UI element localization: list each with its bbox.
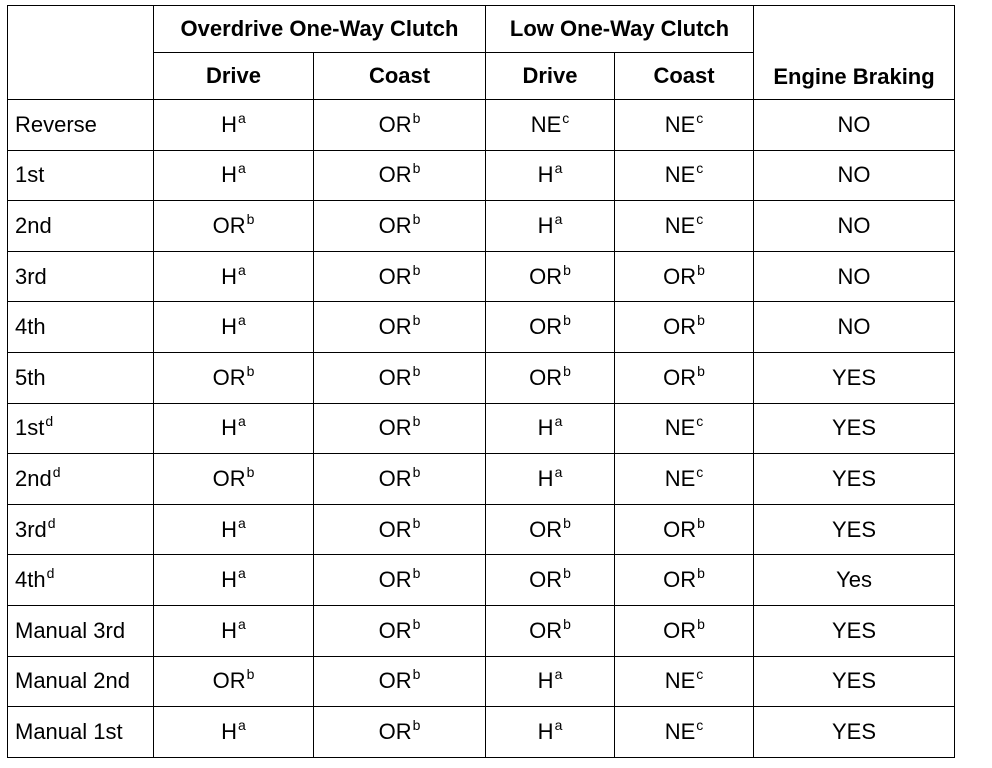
od-coast-cell-value: OR <box>378 567 412 593</box>
low-coast-cell-value: OR <box>663 314 697 340</box>
low-drive-cell <box>486 454 615 505</box>
od-coast-cell <box>314 150 486 201</box>
low-coast-cell-footnote: b <box>697 261 705 278</box>
row-label <box>8 201 154 252</box>
low-coast-cell <box>615 403 754 454</box>
engine-braking-cell-value: Yes <box>836 567 872 593</box>
od-coast-cell-footnote: b <box>412 210 421 227</box>
od-drive-cell-value: H <box>221 415 238 441</box>
od-drive-cell-footnote: a <box>238 261 246 278</box>
low-drive-cell-footnote: c <box>562 109 570 126</box>
row-label-value: 4th <box>15 567 46 593</box>
engine-braking-header: Engine Braking <box>754 6 955 100</box>
engine-braking-cell <box>754 100 955 151</box>
od-drive-cell-value: H <box>221 263 238 289</box>
row-label <box>8 403 154 454</box>
od-drive-cell <box>154 454 314 505</box>
od-coast-cell-footnote: b <box>412 160 421 177</box>
low-drive-cell <box>486 352 615 403</box>
engine-braking-cell-value: YES <box>832 617 877 643</box>
low-drive-cell-value: OR <box>529 617 563 643</box>
low-coast-cell-footnote: b <box>697 615 705 632</box>
od-drive-cell-footnote: a <box>238 160 246 177</box>
low-coast-cell-value: OR <box>663 617 697 643</box>
od-coast-header: Coast <box>314 53 486 100</box>
od-coast-cell-footnote: b <box>412 413 421 430</box>
engine-braking-cell-value: NO <box>837 212 871 238</box>
engine-braking-cell-value: NO <box>837 314 871 340</box>
od-coast-cell <box>314 403 486 454</box>
od-coast-cell-value: OR <box>378 668 412 694</box>
od-coast-cell-value: OR <box>378 465 412 491</box>
od-drive-header: Drive <box>154 53 314 100</box>
row-label-value: 1st <box>15 162 45 188</box>
od-coast-cell-footnote: b <box>412 261 421 278</box>
engine-braking-cell-value: YES <box>832 465 877 491</box>
low-coast-cell-value: NE <box>664 668 696 694</box>
od-coast-cell <box>314 555 486 606</box>
table-row <box>8 504 955 555</box>
od-coast-cell-footnote: b <box>412 565 421 582</box>
engine-braking-cell <box>754 605 955 656</box>
od-drive-cell-footnote: a <box>238 514 246 531</box>
table-row <box>8 201 955 252</box>
engine-braking-cell <box>754 201 955 252</box>
low-coast-cell-value: NE <box>664 718 696 744</box>
row-label <box>8 251 154 302</box>
low-coast-cell-footnote: b <box>697 362 705 379</box>
low-drive-cell-value: OR <box>529 516 563 542</box>
od-coast-cell <box>314 605 486 656</box>
od-drive-cell-footnote: b <box>246 666 255 683</box>
od-coast-cell-footnote: b <box>412 362 421 379</box>
low-drive-cell <box>486 555 615 606</box>
od-coast-cell-value: OR <box>378 718 412 744</box>
row-label <box>8 707 154 758</box>
low-drive-cell-value: OR <box>529 567 563 593</box>
low-coast-cell <box>615 504 754 555</box>
low-drive-cell <box>486 605 615 656</box>
low-coast-cell-value: OR <box>663 516 697 542</box>
row-label <box>8 605 154 656</box>
low-drive-cell-value: NE <box>530 111 562 137</box>
low-coast-cell-value: OR <box>663 263 697 289</box>
od-coast-cell-value: OR <box>378 162 412 188</box>
corner-cell <box>8 6 154 100</box>
od-coast-cell <box>314 454 486 505</box>
table-row <box>8 352 955 403</box>
low-clutch-header: Low One-Way Clutch <box>486 6 754 53</box>
low-coast-cell-footnote: c <box>696 666 704 683</box>
low-coast-cell-footnote: b <box>697 312 705 329</box>
od-coast-cell <box>314 100 486 151</box>
engine-braking-cell <box>754 454 955 505</box>
low-coast-cell <box>615 707 754 758</box>
low-coast-cell-value: OR <box>663 567 697 593</box>
low-drive-cell-value: H <box>537 162 554 188</box>
low-drive-cell-footnote: b <box>563 362 571 379</box>
row-label-footnote: d <box>47 514 56 531</box>
low-coast-cell-value: NE <box>664 415 696 441</box>
od-drive-cell-footnote: a <box>238 615 246 632</box>
row-label <box>8 555 154 606</box>
table-row <box>8 707 955 758</box>
low-drive-cell-footnote: a <box>554 210 563 227</box>
od-coast-cell <box>314 302 486 353</box>
low-drive-cell <box>486 403 615 454</box>
low-drive-cell-footnote: a <box>554 666 563 683</box>
low-drive-cell-value: H <box>537 465 554 491</box>
od-coast-cell-value: OR <box>378 212 412 238</box>
engine-braking-cell-value: YES <box>832 718 877 744</box>
low-coast-header: Coast <box>615 53 754 100</box>
engine-braking-cell <box>754 707 955 758</box>
od-coast-cell <box>314 201 486 252</box>
low-drive-cell <box>486 656 615 707</box>
low-coast-cell <box>615 605 754 656</box>
table-row <box>8 403 955 454</box>
od-coast-cell-value: OR <box>378 314 412 340</box>
low-drive-cell <box>486 150 615 201</box>
od-drive-cell-value: OR <box>212 465 246 491</box>
low-coast-cell-footnote: c <box>696 716 704 733</box>
low-drive-cell-value: OR <box>529 263 563 289</box>
od-coast-cell <box>314 656 486 707</box>
od-drive-cell-value: H <box>221 567 238 593</box>
engine-braking-cell-value: NO <box>837 263 871 289</box>
od-coast-cell-value: OR <box>378 617 412 643</box>
row-label <box>8 454 154 505</box>
od-drive-cell <box>154 100 314 151</box>
low-drive-cell-footnote: b <box>563 261 571 278</box>
od-drive-cell <box>154 150 314 201</box>
od-drive-cell-footnote: a <box>238 716 246 733</box>
row-label <box>8 100 154 151</box>
od-drive-cell-footnote: a <box>238 312 246 329</box>
od-coast-cell-footnote: b <box>412 716 421 733</box>
engine-braking-cell-value: YES <box>832 668 877 694</box>
low-drive-cell-footnote: a <box>554 160 563 177</box>
table-row <box>8 656 955 707</box>
engine-braking-cell <box>754 352 955 403</box>
od-coast-cell-footnote: b <box>412 666 421 683</box>
low-coast-cell-footnote: c <box>696 160 704 177</box>
row-label-footnote: d <box>46 565 55 582</box>
engine-braking-cell-value: YES <box>832 364 877 390</box>
od-drive-cell-value: OR <box>212 364 246 390</box>
row-label-footnote: d <box>52 463 61 480</box>
od-drive-cell-footnote: b <box>246 463 255 480</box>
od-coast-cell-footnote: b <box>412 514 421 531</box>
low-coast-cell-footnote: b <box>697 514 705 531</box>
row-label-value: 4th <box>15 314 46 340</box>
row-label-value: Manual 1st <box>15 718 123 744</box>
od-drive-cell <box>154 251 314 302</box>
od-drive-cell-value: OR <box>212 212 246 238</box>
od-coast-cell <box>314 504 486 555</box>
engine-braking-cell <box>754 403 955 454</box>
od-drive-cell-footnote: a <box>238 565 246 582</box>
row-label-value: 3rd <box>15 516 47 542</box>
low-drive-cell-value: OR <box>529 364 563 390</box>
table-row <box>8 555 955 606</box>
table-row <box>8 302 955 353</box>
low-drive-cell-value: OR <box>529 314 563 340</box>
od-drive-cell-value: H <box>221 617 238 643</box>
table-row <box>8 605 955 656</box>
low-drive-cell-footnote: a <box>554 716 563 733</box>
low-drive-cell <box>486 302 615 353</box>
low-drive-cell-footnote: a <box>554 463 563 480</box>
od-drive-cell-footnote: a <box>238 413 246 430</box>
od-drive-cell-value: H <box>221 162 238 188</box>
row-label-value: Reverse <box>15 111 97 137</box>
od-drive-cell <box>154 201 314 252</box>
overdrive-clutch-header: Overdrive One-Way Clutch <box>154 6 486 53</box>
table-row <box>8 251 955 302</box>
low-drive-cell-value: H <box>537 212 554 238</box>
od-drive-cell-value: H <box>221 516 238 542</box>
od-drive-cell-footnote: a <box>238 109 246 126</box>
low-drive-cell-value: H <box>537 718 554 744</box>
engine-braking-cell <box>754 251 955 302</box>
low-drive-cell-footnote: b <box>563 615 571 632</box>
od-drive-cell <box>154 656 314 707</box>
table-row <box>8 454 955 505</box>
engine-braking-cell <box>754 555 955 606</box>
low-coast-cell-value: NE <box>664 465 696 491</box>
low-coast-cell-value: OR <box>663 364 697 390</box>
od-drive-cell <box>154 707 314 758</box>
low-drive-cell <box>486 251 615 302</box>
low-drive-cell <box>486 504 615 555</box>
row-label <box>8 656 154 707</box>
od-coast-cell-footnote: b <box>412 463 421 480</box>
low-coast-cell-value: NE <box>664 162 696 188</box>
engine-braking-cell <box>754 504 955 555</box>
table-body <box>8 100 955 758</box>
low-drive-header: Drive <box>486 53 615 100</box>
low-coast-cell <box>615 302 754 353</box>
low-coast-cell-footnote: c <box>696 210 704 227</box>
od-drive-cell-footnote: b <box>246 362 255 379</box>
od-coast-cell-value: OR <box>378 364 412 390</box>
low-coast-cell <box>615 555 754 606</box>
low-drive-cell-footnote: b <box>563 514 571 531</box>
low-drive-cell <box>486 100 615 151</box>
row-label-value: 2nd <box>15 212 52 238</box>
row-label-value: 1st <box>15 415 45 441</box>
od-drive-cell <box>154 504 314 555</box>
low-coast-cell-footnote: c <box>696 109 704 126</box>
od-drive-cell <box>154 605 314 656</box>
od-coast-cell-value: OR <box>378 263 412 289</box>
low-coast-cell-value: NE <box>664 212 696 238</box>
od-coast-cell <box>314 352 486 403</box>
row-label-value: Manual 3rd <box>15 617 126 643</box>
od-coast-cell-footnote: b <box>412 109 421 126</box>
od-drive-cell-footnote: b <box>246 210 255 227</box>
low-drive-cell-value: H <box>537 668 554 694</box>
low-drive-cell <box>486 707 615 758</box>
od-drive-cell-value: H <box>221 111 238 137</box>
row-label <box>8 504 154 555</box>
low-coast-cell <box>615 656 754 707</box>
engine-braking-cell <box>754 150 955 201</box>
od-drive-cell-value: H <box>221 718 238 744</box>
od-drive-cell-value: H <box>221 314 238 340</box>
low-coast-cell <box>615 251 754 302</box>
row-label-footnote: d <box>45 413 54 430</box>
low-drive-cell-footnote: a <box>554 413 563 430</box>
od-drive-cell <box>154 403 314 454</box>
low-coast-cell-footnote: b <box>697 565 705 582</box>
row-label-value: 3rd <box>15 263 47 289</box>
low-drive-cell-value: H <box>537 415 554 441</box>
low-drive-cell-footnote: b <box>563 312 571 329</box>
od-coast-cell-footnote: b <box>412 312 421 329</box>
od-coast-cell <box>314 707 486 758</box>
low-coast-cell <box>615 100 754 151</box>
od-coast-cell-value: OR <box>378 415 412 441</box>
od-drive-cell <box>154 555 314 606</box>
row-label-value: 2nd <box>15 465 52 491</box>
low-coast-cell <box>615 454 754 505</box>
od-drive-cell-value: OR <box>212 668 246 694</box>
engine-braking-cell <box>754 302 955 353</box>
low-coast-cell-footnote: c <box>696 413 704 430</box>
table-row <box>8 100 955 151</box>
engine-braking-cell-value: NO <box>837 111 871 137</box>
row-label <box>8 150 154 201</box>
od-coast-cell <box>314 251 486 302</box>
low-coast-cell <box>615 150 754 201</box>
od-coast-cell-value: OR <box>378 516 412 542</box>
od-drive-cell <box>154 352 314 403</box>
clutch-application-table <box>7 5 955 758</box>
low-drive-cell-footnote: b <box>563 565 571 582</box>
low-coast-cell <box>615 352 754 403</box>
row-label-value: Manual 2nd <box>15 668 130 694</box>
low-coast-cell-footnote: c <box>696 463 704 480</box>
od-coast-cell-footnote: b <box>412 615 421 632</box>
low-coast-cell-value: NE <box>664 111 696 137</box>
od-coast-cell-value: OR <box>378 111 412 137</box>
row-label-value: 5th <box>15 364 46 390</box>
low-coast-cell <box>615 201 754 252</box>
od-drive-cell <box>154 302 314 353</box>
engine-braking-cell <box>754 656 955 707</box>
row-label <box>8 302 154 353</box>
engine-braking-cell-value: NO <box>837 162 871 188</box>
low-drive-cell <box>486 201 615 252</box>
row-label <box>8 352 154 403</box>
engine-braking-cell-value: YES <box>832 415 877 441</box>
table-row <box>8 150 955 201</box>
engine-braking-cell-value: YES <box>832 516 877 542</box>
